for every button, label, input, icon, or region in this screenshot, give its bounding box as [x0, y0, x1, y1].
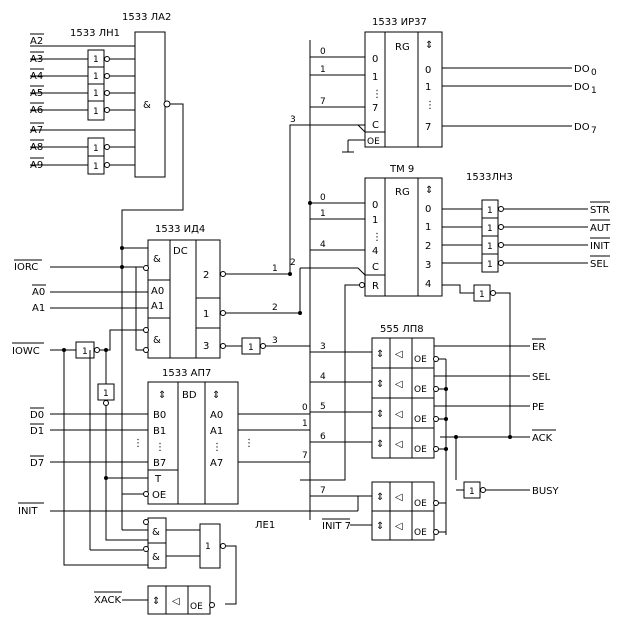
output-do7: DO [574, 122, 590, 133]
le1-and2: & [152, 552, 160, 563]
chip-label-ln3: 1533ЛН3 [466, 172, 513, 183]
output-busy: BUSY [532, 486, 559, 497]
signal-a0: A0 [32, 287, 46, 298]
ir37-in7: 7 [372, 103, 379, 114]
id4-dc: DC [173, 246, 188, 257]
tm9-wire1: 1 [320, 209, 326, 219]
tm9-wire4: 4 [320, 240, 326, 250]
id4-inv3-label: 1 [248, 343, 254, 353]
output-pe: PE [532, 402, 545, 413]
wire-label-3a: 3 [272, 336, 278, 346]
chip-label-ap7: 1533 АП7 [162, 368, 212, 379]
output-er: ER [532, 342, 546, 353]
ir37-wire0: 0 [320, 47, 326, 57]
ap7-bidir-l: ⇕ [158, 390, 167, 401]
lp8-wire5: 5 [320, 402, 326, 412]
tm9-in4: 4 [372, 246, 379, 257]
lp8-t5: ◁ [395, 492, 403, 503]
lp8-oe6: OE [414, 528, 427, 538]
ln1-g6: 1 [93, 162, 99, 172]
input-a4: A4 [30, 71, 44, 82]
chip-label-tm9: ТМ 9 [390, 164, 415, 175]
ln1-g1: 1 [93, 55, 99, 65]
tm9-out1: 1 [425, 222, 432, 233]
lp8-oe2: OE [414, 385, 427, 395]
output-str: STR [590, 205, 610, 216]
lp8-oe3: OE [414, 415, 427, 425]
lp8-t1: ◁ [395, 349, 403, 360]
chip-label-lp8: 555 ЛП8 [380, 324, 424, 335]
lp8-oe5: OE [414, 499, 427, 509]
ln3-g3: 1 [487, 242, 493, 252]
ap7-adots: ⋮ [212, 442, 222, 453]
input-a7: A7 [30, 125, 44, 136]
out-bus-dots: ⋮ [244, 438, 254, 449]
ap7-oe: OE [152, 490, 167, 501]
lp8-wire3: 3 [320, 342, 326, 352]
lp8-wire6: 6 [320, 432, 326, 442]
signal-d1: D1 [30, 426, 45, 437]
ir37-in1: 1 [372, 72, 379, 83]
lp8-b2: ⇕ [376, 379, 385, 390]
lp8-b5: ⇕ [376, 492, 385, 503]
signal-init7: INIT 7 [322, 521, 352, 532]
ap7-bd: BD [182, 390, 197, 401]
xack-tri: ◁ [172, 596, 180, 607]
lp8-t6: ◁ [395, 521, 403, 532]
la2-output-bubble [164, 101, 170, 107]
id4-and2: & [153, 335, 161, 346]
tm9-out2: 2 [425, 241, 432, 252]
tm9-dots: ⋮ [372, 232, 382, 243]
signal-iorc: IORC [14, 262, 39, 273]
output-do0-sub: 0 [591, 68, 597, 78]
le1-and1: & [152, 527, 160, 538]
signal-a1: A1 [32, 303, 46, 314]
ir37-in0: 0 [372, 54, 379, 65]
chip-label-la2: 1533 ЛА2 [122, 12, 172, 23]
tm9-wire0: 0 [320, 193, 326, 203]
ap7-bdots: ⋮ [155, 442, 165, 453]
wire-label-3b: 3 [290, 115, 296, 125]
ap7-wire1: 1 [302, 419, 308, 429]
output-aut: AUT [590, 223, 611, 234]
ap7-a0: A0 [210, 410, 224, 421]
ap7-wire7: 7 [302, 451, 308, 461]
lp8-wire7: 7 [320, 486, 326, 496]
xack-bidir: ⇕ [152, 596, 161, 607]
output-do7-sub: 7 [591, 126, 597, 136]
tm9-rg: RG [395, 187, 410, 198]
ln3-g2: 1 [487, 224, 493, 234]
lp8-t2: ◁ [395, 379, 403, 390]
ir37-rg: RG [395, 42, 410, 53]
lp8-oe1: OE [414, 355, 427, 365]
ln3-g4: 1 [487, 260, 493, 270]
signal-xack: XACK [94, 595, 122, 606]
ap7-wire0: 0 [302, 403, 308, 413]
ir37-dots: ⋮ [372, 89, 382, 100]
output-sel: SEL [590, 259, 609, 270]
ir37-out1: 1 [425, 82, 432, 93]
ir37-wire7: 7 [320, 97, 326, 107]
ap7-a7: A7 [210, 458, 224, 469]
lp8-t3: ◁ [395, 409, 403, 420]
id4-and1: & [153, 254, 161, 265]
ap7-b0: B0 [153, 410, 167, 421]
le1-or-label: 1 [205, 542, 211, 552]
ir37-odots: ⋮ [425, 100, 435, 111]
lp8-b3: ⇕ [376, 409, 385, 420]
wire-label-2a: 2 [272, 303, 278, 313]
ln3-g1: 1 [487, 206, 493, 216]
wire-label-1: 1 [272, 264, 278, 274]
input-a8: A8 [30, 142, 44, 153]
ir37-out0: 0 [425, 65, 432, 76]
id4-a1: A1 [151, 301, 165, 312]
lp8-b1: ⇕ [376, 349, 385, 360]
tm9-c: C [372, 262, 379, 273]
id4-o1: 1 [203, 309, 210, 320]
lp8-oe4: OE [414, 445, 427, 455]
chip-label-ir37: 1533 ИР37 [372, 17, 427, 28]
ap7-b1: B1 [153, 426, 167, 437]
tm9-in1: 1 [372, 215, 379, 226]
ln1-g4: 1 [93, 107, 99, 117]
la2-symbol: & [143, 100, 151, 111]
ap7-b7: B7 [153, 458, 167, 469]
ir37-wire1: 1 [320, 65, 326, 75]
input-a9: A9 [30, 160, 44, 171]
id4-o3: 3 [203, 341, 210, 352]
id4-o2: 2 [203, 270, 210, 281]
lp8-t4: ◁ [395, 439, 403, 450]
input-a6: A6 [30, 105, 44, 116]
wire-label-2b: 2 [290, 258, 296, 268]
lp8-b6: ⇕ [376, 521, 385, 532]
id4-dc-col [170, 240, 196, 358]
chip-label-id4: 1533 ИД4 [155, 224, 206, 235]
tm9-out4: 4 [425, 279, 432, 290]
tm9-in0: 0 [372, 200, 379, 211]
output-do1-sub: 1 [591, 86, 597, 96]
signal-init: INIT [18, 506, 38, 517]
ln1-g2: 1 [93, 72, 99, 82]
inv-busy-label: 1 [469, 487, 475, 497]
tm9-r: R [372, 281, 379, 292]
lp8-wire4: 4 [320, 372, 326, 382]
ap7-bidir-r: ⇕ [212, 390, 221, 401]
output-ack: ACK [532, 433, 553, 444]
signal-d7: D7 [30, 458, 45, 469]
chip-label-ln1: 1533 ЛН1 [70, 28, 121, 39]
input-a5: A5 [30, 88, 44, 99]
output-sel2: SEL [532, 372, 551, 383]
ap7-t: T [155, 474, 162, 485]
id4-a0: A0 [151, 286, 165, 297]
output-do1: DO [574, 82, 590, 93]
output-init: INIT [590, 241, 610, 252]
signal-d0: D0 [30, 410, 45, 421]
input-a2: A2 [30, 36, 44, 47]
ap7-a1: A1 [210, 426, 224, 437]
ir37-c: C [372, 120, 379, 131]
input-a3: A3 [30, 54, 44, 65]
output-do0: DO [574, 64, 590, 75]
ir37-bidir: ⇕ [425, 40, 434, 51]
ln1-g3: 1 [93, 89, 99, 99]
tm9-out3: 3 [425, 260, 432, 271]
ln1-g5: 1 [93, 144, 99, 154]
xack-oe: OE [190, 602, 203, 612]
signal-iowc: IOWC [12, 346, 40, 357]
tm9-out0: 0 [425, 204, 432, 215]
lp8-b4: ⇕ [376, 439, 385, 450]
iowc-inv-label: 1 [82, 347, 88, 357]
inv-t-label: 1 [103, 389, 109, 399]
data-bus-dots: ⋮ [133, 438, 143, 449]
inv-ack-label: 1 [479, 290, 485, 300]
ir37-oe: OE [367, 137, 380, 147]
ir37-out7: 7 [425, 122, 432, 133]
tm9-bidir: ⇕ [425, 185, 434, 196]
chip-label-le1: ЛЕ1 [255, 520, 276, 531]
